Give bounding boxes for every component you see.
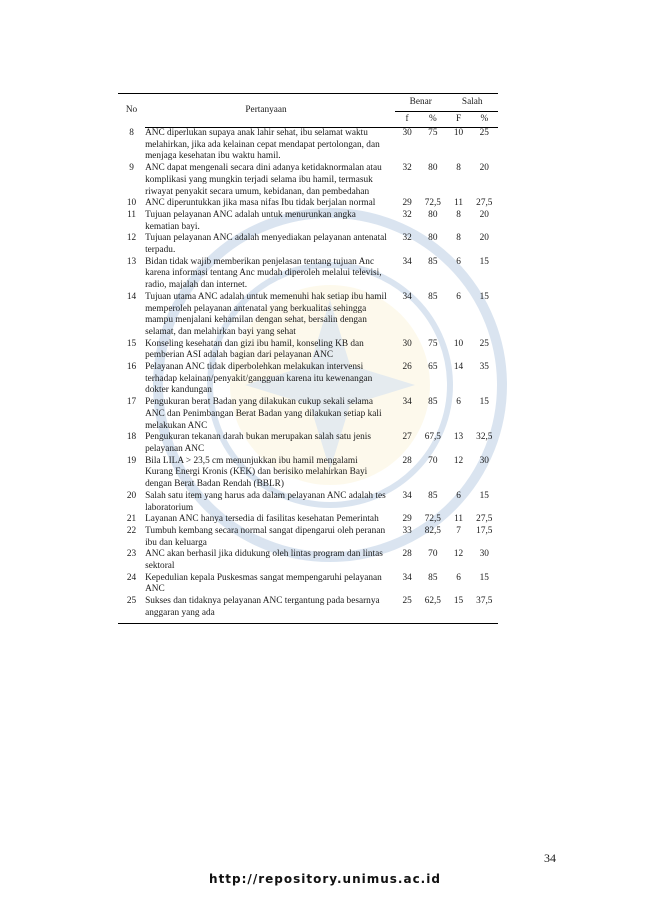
row-benar-f: 29 — [402, 198, 412, 209]
row-benar-f: 34 — [402, 256, 412, 267]
row-salah-pct: 15 — [479, 291, 489, 302]
row-salah-f: 8 — [456, 233, 461, 244]
row-number: 24 — [126, 572, 137, 583]
row-benar-pct: 67,5 — [424, 432, 441, 443]
row-salah-pct: 15 — [479, 397, 489, 408]
header-benar-f: f — [395, 112, 419, 128]
row-question: Pengukuran tekanan darah bukan merupakan salah satu jenis pelayanan ANC — [145, 432, 371, 454]
table-row — [118, 198, 498, 210]
row-salah-pct: 37,5 — [471, 596, 498, 623]
row-salah-f: 13 — [453, 432, 464, 443]
row-question: Tujuan utama ANC adalah untuk memenuhi hak setiap ibu hamil memperoleh pelayanan antenatal yang berkualitas sehingga mampu menjalani kehamilan dengan sehat, bersalin dengan selamat, dan melahirkan bayi yang sehat — [145, 291, 387, 337]
row-salah-f: 11 — [454, 198, 464, 209]
row-benar-pct: 85 — [428, 291, 438, 302]
row-benar-f: 28 — [402, 549, 412, 560]
table-row — [118, 526, 498, 549]
row-salah-pct: 15 — [479, 572, 489, 583]
row-salah-pct: 35 — [479, 362, 489, 373]
row-benar-f: 30 — [402, 128, 412, 138]
row-salah-f: 15 — [447, 596, 471, 623]
row-salah-f: 12 — [453, 455, 464, 466]
table-row — [118, 257, 498, 292]
questionnaire-results-table — [118, 93, 498, 624]
row-number: 15 — [126, 338, 137, 349]
row-salah-f: 7 — [456, 525, 461, 536]
row-salah-f: 12 — [453, 549, 464, 560]
row-benar-pct: 70 — [428, 455, 438, 466]
table-row — [118, 596, 498, 623]
row-question: Tujuan pelayanan ANC adalah untuk menurunkan angka kematian bayi. — [145, 209, 356, 232]
row-salah-pct: 25 — [479, 128, 489, 138]
row-question: ANC diperlukan supaya anak lahir sehat, ibu selamat waktu melahirkan, jika ada kelainan cepat mendapat pertolongan, dan menjaga kesehatan ibu waktu hamil. — [145, 128, 380, 162]
row-number: 17 — [126, 397, 137, 408]
table-row — [118, 397, 498, 432]
row-benar-f: 34 — [402, 572, 412, 583]
row-question: Pengukuran berat Badan yang dilakukan cukup sekali selama ANC dan Penimbangan Berat Badan yang dilakukan setiap kali melakukan ANC — [145, 397, 382, 431]
row-question: Tujuan pelayanan ANC adalah menyediakan pelayanan antenatal terpadu. — [145, 233, 387, 256]
row-salah-pct: 20 — [479, 163, 489, 174]
row-benar-pct: 85 — [428, 256, 438, 267]
row-number: 11 — [127, 209, 137, 220]
row-benar-pct: 65 — [428, 362, 438, 373]
row-number: 14 — [126, 291, 137, 302]
row-salah-f: 14 — [453, 362, 464, 373]
header-benar: Benar — [395, 94, 446, 112]
row-salah-f: 10 — [453, 128, 464, 138]
row-benar-pct: 80 — [428, 163, 438, 174]
table-row — [118, 456, 498, 491]
row-benar-f: 32 — [402, 163, 412, 174]
row-salah-f: 10 — [453, 338, 464, 349]
row-question: Tumbuh kembang secara normal sangat dipengarui oleh peranan ibu dan keluarga — [145, 525, 386, 548]
row-benar-pct: 72,5 — [424, 198, 441, 209]
table-body — [118, 128, 498, 624]
row-question: Salah satu item yang harus ada dalam pelayanan ANC adalah tes laboratorium — [145, 490, 386, 513]
table-row — [118, 432, 498, 455]
table-row — [118, 292, 498, 339]
row-question: Bila LILA > 23,5 cm menunjukkan ibu hamil mengalami Kurang Energi Kronis (KEK) dan berisiko melahirkan Bayi dengan Berat Badan Rendah (BBLR) — [145, 455, 368, 490]
row-benar-pct: 75 — [428, 128, 438, 138]
row-benar-f: 29 — [402, 514, 412, 525]
table-row — [118, 210, 498, 233]
row-question: ANC diperuntukkan jika masa nifas Ibu tidak berjalan normal — [145, 198, 376, 209]
table-row — [118, 163, 498, 198]
row-benar-f: 34 — [402, 490, 412, 501]
row-salah-f: 6 — [456, 572, 461, 583]
row-benar-f: 25 — [395, 596, 419, 623]
row-benar-f: 32 — [402, 209, 412, 220]
row-benar-f: 34 — [402, 291, 412, 302]
row-number: 19 — [126, 455, 137, 466]
row-number: 18 — [126, 432, 137, 443]
header-salah-pct: % — [471, 112, 498, 128]
row-question: Pelayanan ANC tidak diperbolehkan melakukan intervensi terhadap kelainan/penyakit/gangguan karena itu kewenangan dokter kandungan — [145, 362, 373, 396]
page-number: 34 — [544, 851, 556, 865]
row-salah-pct: 25 — [479, 338, 489, 349]
row-benar-pct: 85 — [428, 572, 438, 583]
row-salah-pct: 27,5 — [476, 514, 493, 525]
row-benar-pct: 80 — [428, 209, 438, 220]
row-benar-pct: 72,5 — [424, 514, 441, 525]
row-question: Layanan ANC hanya tersedia di fasilitas kesehatan Pemerintah — [145, 514, 379, 525]
row-question: Konseling kesehatan dan gizi ibu hamil, konseling KB dan pemberian ASI adalah bagian dari pelayanan ANC — [145, 338, 364, 361]
row-benar-pct: 75 — [428, 338, 438, 349]
row-question: ANC dapat mengenali secara dini adanya ketidaknormalan atau komplikasi yang mungkin terjadi selama ibu hamil, termasuk riwayat penyakit secara umum, kebidanan, dan pembedahan — [145, 163, 382, 197]
table-row — [118, 339, 498, 362]
table-row — [118, 128, 498, 164]
header-no: No — [118, 94, 145, 128]
row-number: 13 — [126, 256, 137, 267]
header-salah: Salah — [447, 94, 499, 112]
row-number: 9 — [129, 163, 134, 174]
row-benar-pct: 85 — [428, 490, 438, 501]
footer-repository-url: http://repository.unimus.ac.id — [209, 872, 441, 886]
table-row — [118, 514, 498, 526]
header-pertanyaan: Pertanyaan — [145, 94, 395, 128]
row-number: 12 — [126, 233, 137, 244]
row-salah-f: 8 — [456, 163, 461, 174]
row-salah-pct: 27,5 — [476, 198, 493, 209]
row-salah-pct: 30 — [479, 455, 489, 466]
table-row — [118, 491, 498, 514]
row-benar-pct: 82,5 — [424, 525, 441, 536]
row-salah-f: 11 — [454, 514, 464, 525]
table-row — [118, 573, 498, 596]
table-row — [118, 549, 498, 572]
row-salah-f: 6 — [456, 397, 461, 408]
row-benar-f: 34 — [402, 397, 412, 408]
row-question: Sukses dan tidaknya pelayanan ANC tergantung pada besarnya anggaran yang ada — [145, 596, 395, 623]
row-benar-pct: 70 — [428, 549, 438, 560]
row-number: 8 — [129, 127, 134, 138]
row-benar-f: 30 — [402, 338, 412, 349]
row-benar-f: 27 — [402, 432, 412, 443]
row-salah-pct: 17,5 — [476, 525, 493, 536]
header-salah-f: F — [447, 112, 471, 128]
row-number: 23 — [126, 549, 137, 560]
row-salah-f: 6 — [456, 256, 461, 267]
row-number: 21 — [126, 514, 137, 525]
row-benar-f: 28 — [402, 455, 412, 466]
row-number: 22 — [126, 525, 137, 536]
table-row — [118, 362, 498, 397]
row-salah-pct: 15 — [479, 256, 489, 267]
row-question: Kepedulian kepala Puskesmas sangat mempengaruhi pelayanan ANC — [145, 572, 382, 595]
row-salah-pct: 15 — [479, 490, 489, 501]
row-number: 25 — [118, 596, 145, 623]
header-benar-pct: % — [419, 112, 446, 128]
row-salah-pct: 20 — [479, 209, 489, 220]
row-number: 16 — [126, 362, 137, 373]
row-benar-f: 33 — [402, 525, 412, 536]
row-salah-pct: 20 — [479, 233, 489, 244]
row-benar-f: 32 — [402, 233, 412, 244]
row-salah-pct: 32,5 — [476, 432, 493, 443]
row-question: ANC akan berhasil jika didukung oleh lintas program dan lintas sektoral — [145, 549, 383, 572]
row-salah-f: 8 — [456, 209, 461, 220]
row-number: 10 — [126, 198, 137, 209]
row-benar-pct: 85 — [428, 397, 438, 408]
row-salah-f: 6 — [456, 490, 461, 501]
row-question: Bidan tidak wajib memberikan penjelasan tentang tujuan Anc karena informasi tentang Anc mudah diperoleh melalui televisi, radio, majalah dan internet. — [145, 256, 382, 291]
row-benar-pct: 80 — [428, 233, 438, 244]
row-benar-pct: 62,5 — [419, 596, 446, 623]
row-benar-f: 26 — [402, 362, 412, 373]
table-row — [118, 233, 498, 256]
row-salah-pct: 30 — [479, 549, 489, 560]
row-salah-f: 6 — [456, 291, 461, 302]
row-number: 20 — [126, 490, 137, 501]
